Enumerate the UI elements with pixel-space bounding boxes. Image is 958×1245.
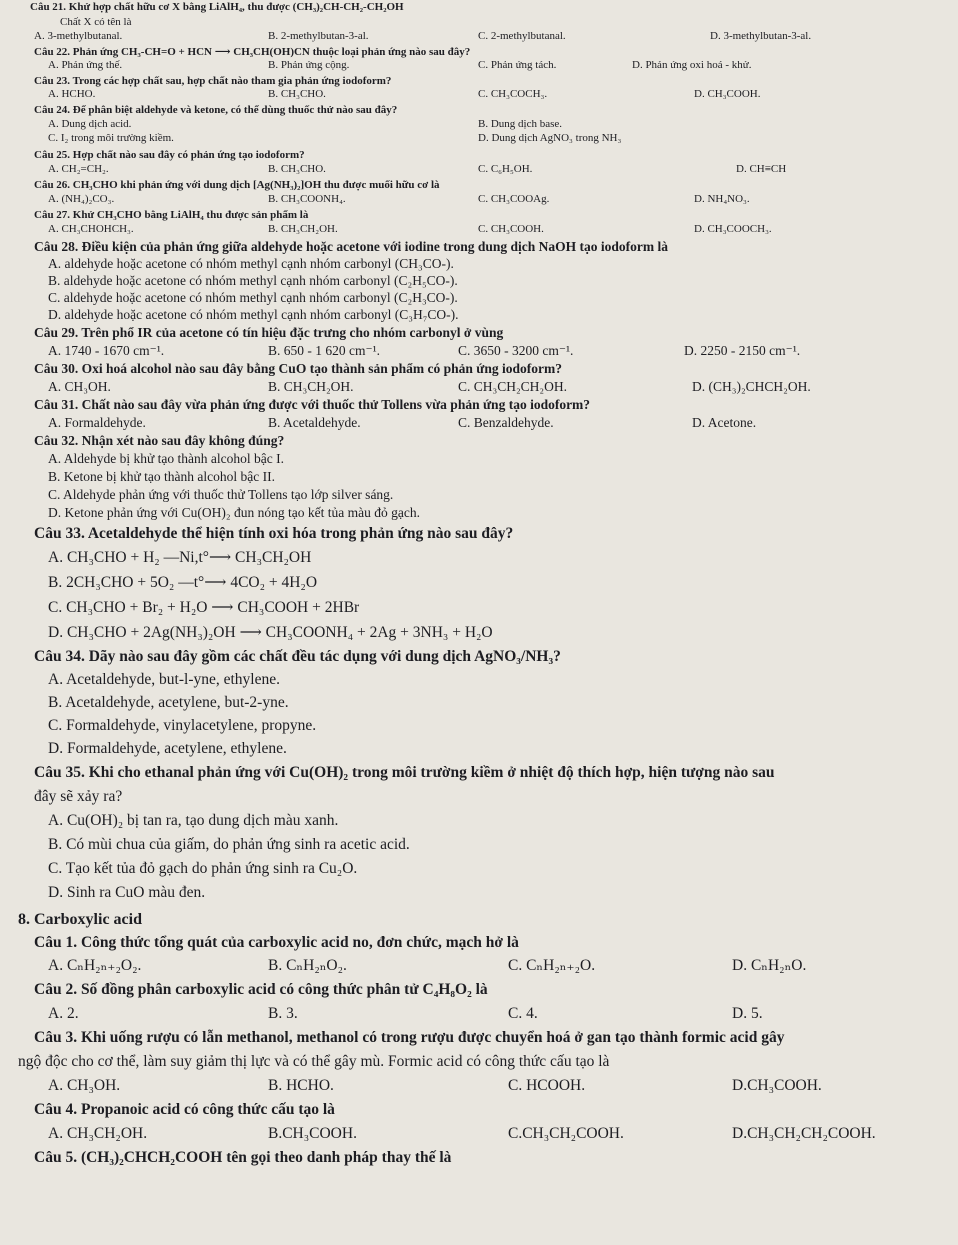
text-line: B. CH₃CHO.	[268, 163, 326, 175]
text-line: A. CH₃OH.	[48, 379, 111, 394]
text-line: B. HCHO.	[268, 1077, 334, 1094]
text-line: A. 3-methylbutanal.	[34, 30, 123, 42]
text-line: Câu 26. CH₃CHO khi phản ứng với dung dịch [Ag(NH₃)₂]OH thu được muối hữu cơ là	[34, 179, 440, 191]
text-line: B. 3.	[268, 1005, 298, 1022]
text-line: C. Aldehyde phản ứng với thuốc thử Tollens tạo lớp silver sáng.	[48, 487, 394, 502]
text-line: A. CH₃OH.	[48, 1077, 121, 1094]
text-line: C. 4.	[508, 1005, 538, 1022]
text-line: Câu 24. Để phân biệt aldehyde và ketone, có thể dùng thuốc thử nào sau đây?	[34, 104, 398, 116]
text-line: C. Tạo kết tủa đỏ gạch do phản ứng sinh ra Cu₂O.	[48, 860, 358, 877]
text-line: Câu 29. Trên phổ IR của acetone có tín hiệu đặc trưng cho nhóm carbonyl ở vùng	[34, 325, 504, 340]
text-line: Câu 22. Phản ứng CH₃-CH=O + HCN ⟶ CH₃CH(OH)CN thuộc loại phản ứng nào sau đây?	[34, 46, 471, 58]
text-line: B. 2CH₃CHO + 5O₂ —t°⟶ 4CO₂ + 4H₂O	[48, 574, 318, 591]
text-line: D. CH≡CH	[736, 163, 787, 175]
text-line: D. Formaldehyde, acetylene, ethylene.	[48, 740, 287, 757]
text-line: B. Acetaldehyde, acetylene, but-2-yne.	[48, 694, 289, 711]
text-line: Câu 21. Khử hợp chất hữu cơ X bằng LiAlH₄, thu được (CH₃)₂CH-CH₂-CH₂OH	[30, 1, 404, 13]
text-line: ngộ độc cho cơ thể, làm suy giảm thị lực và có thể gây mù. Formic acid có công thức cấu tạo là	[18, 1053, 610, 1070]
text-line: 8. Carboxylic acid	[18, 911, 142, 928]
text-line: A. Aldehyde bị khử tạo thành alcohol bậc I.	[48, 451, 285, 466]
text-line: Câu 30. Oxi hoá alcohol nào sau đây bằng CuO tạo thành sản phẩm có phản ứng iodoform?	[34, 361, 562, 376]
text-line: B. Acetaldehyde.	[268, 415, 361, 430]
text-line: D.CH₃CH₂CH₂COOH.	[732, 1125, 876, 1142]
text-line: Câu 25. Hợp chất nào sau đây có phản ứng tạo iodoform?	[34, 149, 305, 161]
text-line: Câu 23. Trong các hợp chất sau, hợp chất nào tham gia phản ứng iodoform?	[34, 75, 392, 87]
text-line: A. Cu(OH)₂ bị tan ra, tạo dung dịch màu xanh.	[48, 812, 339, 829]
text-line: D.CH₃COOH.	[732, 1077, 822, 1094]
text-line: B. 2-methylbutan-3-al.	[268, 30, 369, 42]
text-line: Câu 2. Số đồng phân carboxylic acid có công thức phân tử C₄H₈O₂ là	[34, 981, 488, 998]
text-line: B. Dung dịch base.	[478, 118, 563, 130]
text-line: C. CH₃COOH.	[478, 223, 544, 235]
text-line: Câu 35. Khi cho ethanal phản ứng với Cu(OH)₂ trong môi trường kiềm ở nhiệt độ thích hợp, hiện tượng nào sau	[34, 764, 775, 781]
text-line: C. I₂ trong môi trường kiềm.	[48, 132, 174, 144]
text-line: A. (NH₄)₂CO₃.	[48, 193, 115, 205]
text-line: A. 2.	[48, 1005, 79, 1022]
text-line: D. Phản ứng oxi hoá - khử.	[632, 59, 752, 71]
text-line: D. NH₄NO₃.	[694, 193, 750, 205]
text-line: Chất X có tên là	[60, 16, 132, 28]
text-line: B. CH₃CH₂OH.	[268, 379, 354, 394]
text-line: B. Ketone bị khử tạo thành alcohol bậc II.	[48, 469, 276, 484]
text-line: A. Acetaldehyde, but-l-yne, ethylene.	[48, 671, 280, 688]
text-line: D. 3-methylbutan-3-al.	[710, 30, 812, 42]
text-line: D. (CH₃)₂CHCH₂OH.	[692, 379, 811, 394]
text-line: C. C₆H₅OH.	[478, 163, 533, 175]
text-line: A. aldehyde hoặc acetone có nhóm methyl cạnh nhóm carbonyl (CH₃CO-).	[48, 256, 454, 271]
text-line: D. Sinh ra CuO màu đen.	[48, 884, 206, 901]
text-line: D. Acetone.	[692, 415, 757, 430]
text-line: A. CH₃CHOHCH₃.	[48, 223, 134, 235]
text-line: C. CₙH₂ₙ₊₂O.	[508, 957, 596, 974]
text-line: Câu 32. Nhận xét nào sau đây không đúng?	[34, 433, 285, 448]
text-line: C. CH₃CHO + Br₂ + H₂O ⟶ CH₃COOH + 2HBr	[48, 599, 360, 616]
text-line: C. Formaldehyde, vinylacetylene, propyne.	[48, 717, 317, 734]
text-line: A. CH₃CH₂OH.	[48, 1125, 148, 1142]
text-line: C. HCOOH.	[508, 1077, 586, 1094]
text-line: C. Benzaldehyde.	[458, 415, 554, 430]
text-line: D. aldehyde hoặc acetone có nhóm methyl cạnh nhóm carbonyl (C₃H₇CO-).	[48, 307, 459, 322]
text-line: D. Dung dịch AgNO₃ trong NH₃	[478, 132, 622, 144]
text-line: D. Ketone phản ứng với Cu(OH)₂ đun nóng tạo kết tủa màu đỏ gạch.	[48, 505, 420, 520]
text-line: B.CH₃COOH.	[268, 1125, 357, 1142]
text-line: A. CₙH₂ₙ₊₂O₂.	[48, 957, 142, 974]
text-line: A. Dung dịch acid.	[48, 118, 132, 130]
text-line: Câu 28. Điều kiện của phản ứng giữa aldehyde hoặc acetone với iodine trong dung dịch NaOH tạo iodoform là	[34, 239, 668, 254]
text-line: B. CₙH₂ₙO₂.	[268, 957, 347, 974]
text-line: D. CH₃CHO + 2Ag(NH₃)₂OH ⟶ CH₃COONH₄ + 2Ag + 3NH₃ + H₂O	[48, 624, 493, 641]
text-line: B. aldehyde hoặc acetone có nhóm methyl cạnh nhóm carbonyl (C₂H₅CO-).	[48, 273, 458, 288]
text-line: D. CₙH₂ₙO.	[732, 957, 807, 974]
text-line: Câu 33. Acetaldehyde thể hiện tính oxi hóa trong phản ứng nào sau đây?	[34, 525, 514, 542]
text-line: C. 3650 - 3200 cm⁻¹.	[458, 343, 574, 358]
text-line: B. 650 - 1 620 cm⁻¹.	[268, 343, 381, 358]
text-line: A. Formaldehyde.	[48, 415, 146, 430]
text-line: C. Phản ứng tách.	[478, 59, 557, 71]
text-line: Câu 31. Chất nào sau đây vừa phản ứng được với thuốc thử Tollens vừa phản ứng tạo iodoform?	[34, 397, 591, 412]
text-line: A. Phản ứng thế.	[48, 59, 123, 71]
text-line: B. Phản ứng cộng.	[268, 59, 350, 71]
text-line: Câu 3. Khi uống rượu có lẫn methanol, methanol có trong rượu được chuyển hoá ở gan tạo thành formic acid gây	[34, 1029, 785, 1046]
text-line: B. CH₃CH₂OH.	[268, 223, 338, 235]
text-line: A. CH₃CHO + H₂ —Ni,t°⟶ CH₃CH₂OH	[48, 549, 312, 566]
text-line: đây sẽ xảy ra?	[34, 788, 123, 805]
text-line: C. 2-methylbutanal.	[478, 30, 566, 42]
text-line: D. 2250 - 2150 cm⁻¹.	[684, 343, 801, 358]
text-line: C.CH₃CH₂COOH.	[508, 1125, 624, 1142]
text-line: C. CH₃CH₂CH₂OH.	[458, 379, 568, 394]
text-line: Câu 27. Khử CH₃CHO bằng LiAlH₄ thu được sản phẩm là	[34, 209, 309, 221]
text-line: B. Có mùi chua của giấm, do phản ứng sinh ra acetic acid.	[48, 836, 410, 853]
text-line: B. CH₃CHO.	[268, 88, 326, 100]
text-line: A. 1740 - 1670 cm⁻¹.	[48, 343, 165, 358]
text-line: Câu 4. Propanoic acid có công thức cấu tạo là	[34, 1101, 335, 1118]
text-line: D. CH₃COOCH₃.	[694, 223, 772, 235]
text-line: Câu 34. Dãy nào sau đây gồm các chất đều tác dụng với dung dịch AgNO₃/NH₃?	[34, 648, 561, 665]
text-line: Câu 1. Công thức tổng quát của carboxylic acid no, đơn chức, mạch hở là	[34, 934, 519, 951]
text-line: A. CH₂=CH₂.	[48, 163, 109, 175]
text-line: C. aldehyde hoặc acetone có nhóm methyl cạnh nhóm carbonyl (C₂H₃CO-).	[48, 290, 458, 305]
text-line: A. HCHO.	[48, 88, 96, 100]
text-line: C. CH₃COCH₃.	[478, 88, 548, 100]
text-line: B. CH₃COONH₄.	[268, 193, 346, 205]
text-line: C. CH₃COOAg.	[478, 193, 550, 205]
text-line: D. CH₃COOH.	[694, 88, 761, 100]
text-line: Câu 5. (CH₃)₂CHCH₂COOH tên gọi theo danh pháp thay thế là	[34, 1149, 452, 1166]
text-line: D. 5.	[732, 1005, 763, 1022]
